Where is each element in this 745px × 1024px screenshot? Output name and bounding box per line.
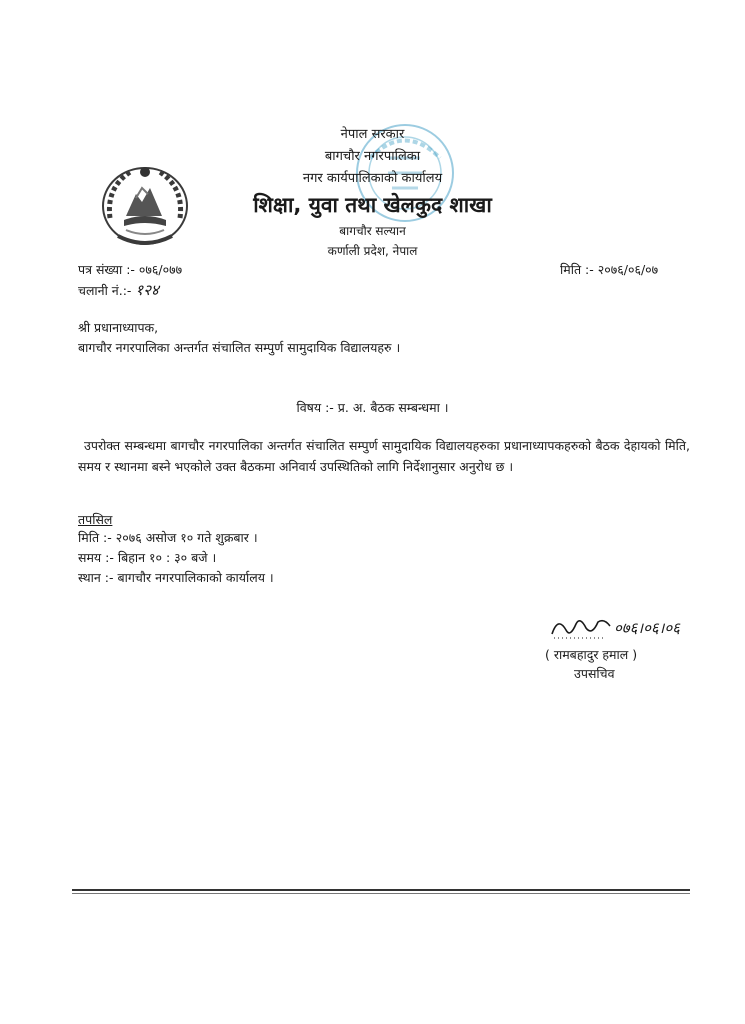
address-line-2: कर्णाली प्रदेश, नेपाल: [327, 244, 418, 258]
meeting-place: स्थान :- बागचौर नगरपालिकाको कार्यालय ।: [78, 570, 274, 585]
recipient-address: बागचौर नगरपालिका अन्तर्गत संचालित सम्पुर्ण सामुदायिक विद्यालयहरु ।: [78, 340, 401, 355]
letter-subject: विषय :- प्र. अ. बैठक सम्बन्धमा ।: [296, 400, 449, 415]
section-title: शिक्षा, युवा तथा खेलकुद शाखा: [253, 193, 492, 217]
dispatch-label: चलानी नं.:-: [78, 283, 132, 298]
signatory-designation: उपसचिव: [574, 666, 615, 681]
dispatch-number: १२४: [135, 281, 159, 299]
letter-body: उपरोक्त सम्बन्धमा बागचौर नगरपालिका अन्तर्गत संचालित सम्पुर्ण सामुदायिक विद्यालयहरुका प्रधानाध्यापकहरुको बैठक देहायको मिति, समय र स्थानमा बस्ने भएकोले उक्त बैठकमा अनिवार्य उपस्थितिको लागि निर्देशानुसार अनुरोध छ ।: [78, 438, 690, 474]
recipient-title: श्री प्रधानाध्यापक,: [78, 320, 159, 335]
meeting-date: मिति :- २०७६ असोज १० गते शुक्रबार ।: [78, 530, 258, 545]
letter-date: मिति :- २०७६/०६/०७: [560, 262, 659, 277]
footer-divider: [72, 889, 690, 891]
details-heading: तपसिल: [78, 512, 113, 527]
footer-divider-thin: [72, 893, 690, 894]
signature-scribble: [548, 612, 618, 642]
dispatch-number-row: [78, 280, 159, 301]
letter-number: पत्र संख्या :- ०७६/०७७: [78, 262, 183, 277]
government-name: नेपाल सरकार: [340, 127, 405, 142]
address-line-1: बागचौर सल्यान: [339, 224, 406, 238]
signature-date: ०७६।०६।०६: [614, 619, 680, 637]
meeting-time: समय :- बिहान १० : ३० बजे ।: [78, 550, 217, 565]
municipality-name: बागचौर नगरपालिका: [324, 149, 421, 164]
signatory-name: ( रामबहादुर हमाल ): [545, 647, 638, 662]
office-name: नगर कार्यपालिकाको कार्यालय: [302, 171, 443, 186]
